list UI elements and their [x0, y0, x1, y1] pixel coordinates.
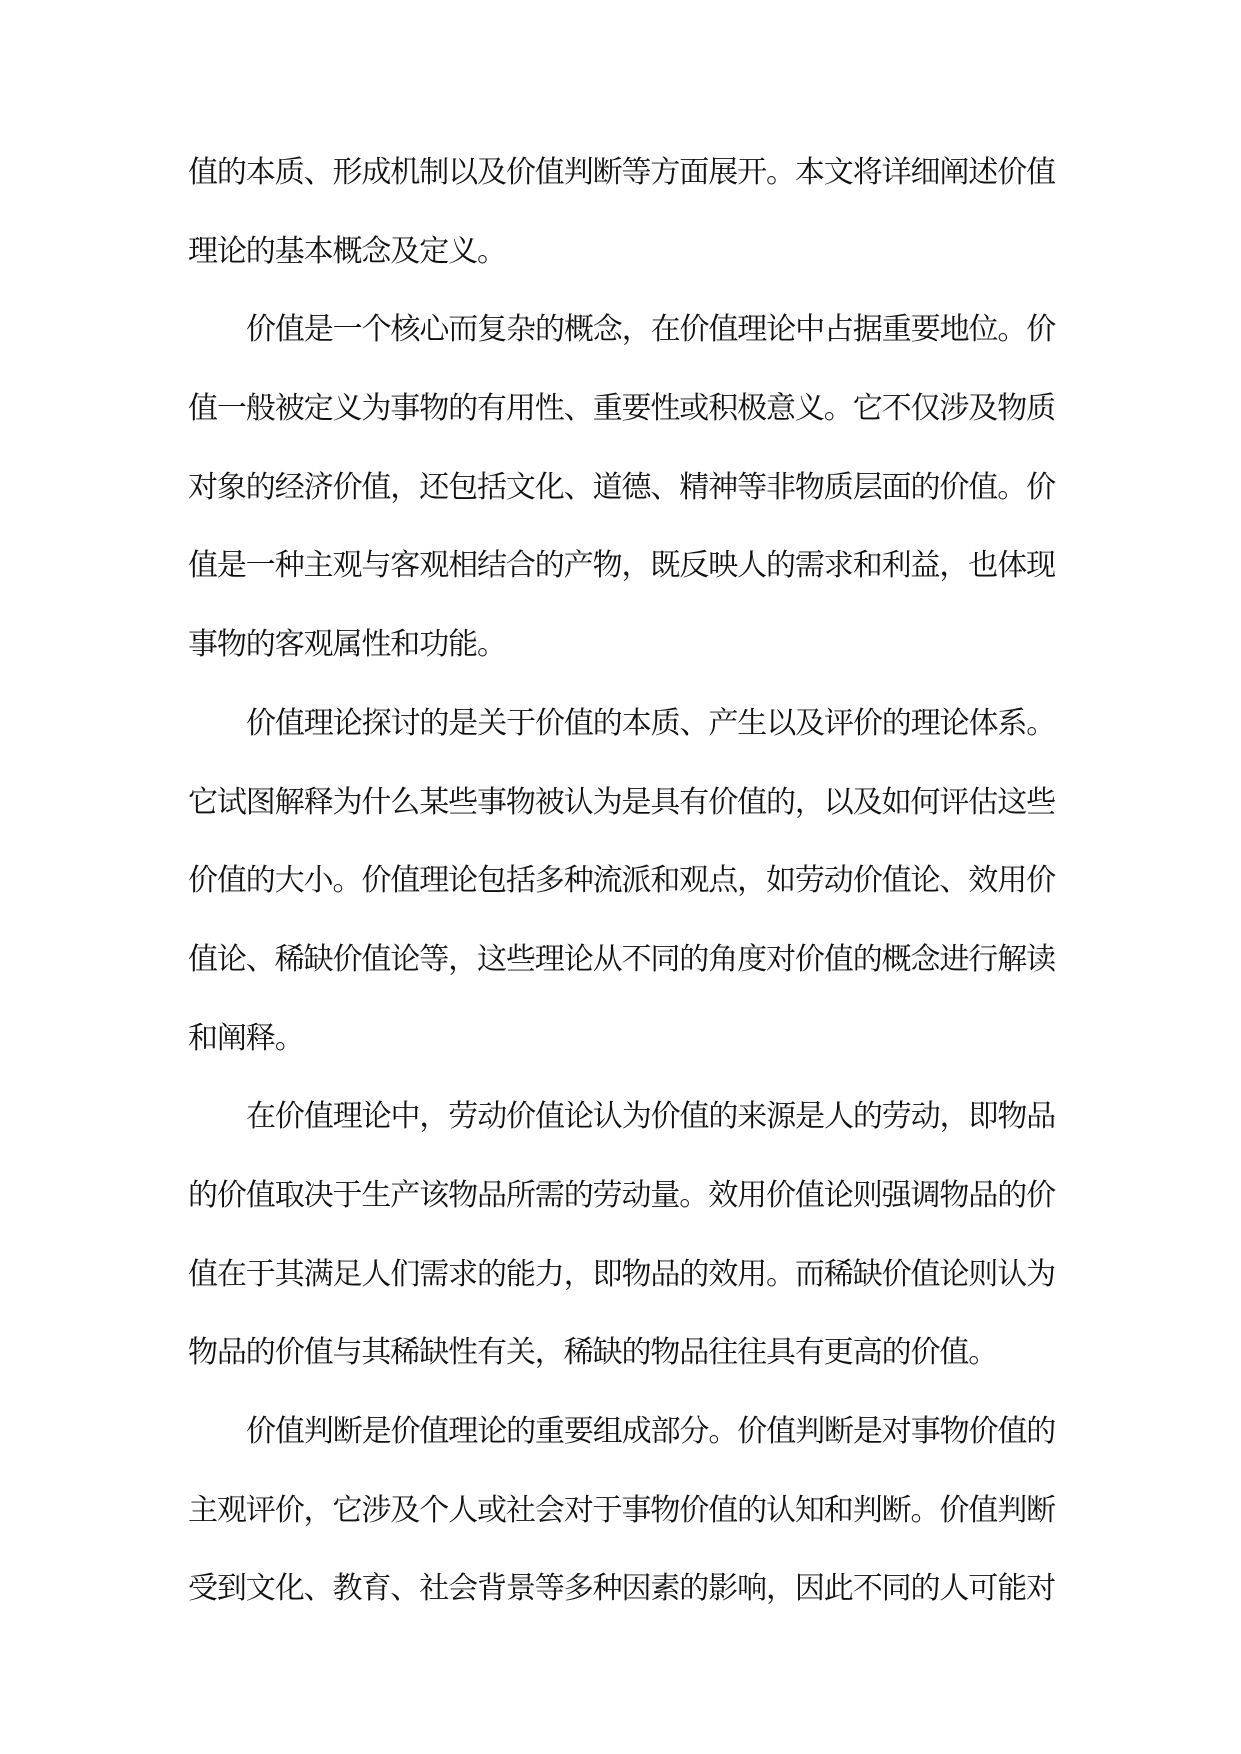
text-line: 理论的基本概念及定义。: [188, 233, 506, 269]
paragraph-first-line: 价值理论探讨的是关于价值的本质、产生以及评价的理论体系。: [246, 705, 1056, 741]
text-line: 值在于其满足人们需求的能力，即物品的效用。而稀缺价值论则认为: [188, 1256, 1055, 1292]
text-line: 的价值取决于生产该物品所需的劳动量。效用价值论则强调物品的价: [188, 1177, 1055, 1213]
text-line: 值论、稀缺价值论等，这些理论从不同的角度对价值的概念进行解读: [188, 941, 1055, 977]
paragraph-first-line: 在价值理论中，劳动价值论认为价值的来源是人的劳动，即物品: [246, 1099, 1056, 1135]
text-line: 主观评价，它涉及个人或社会对于事物价值的认知和判断。价值判断: [188, 1492, 1055, 1528]
text-line: 价值的大小。价值理论包括多种流派和观点，如劳动价值论、效用价: [188, 863, 1055, 899]
document-body: [188, 144, 1058, 1639]
text-line: 受到文化、教育、社会背景等多种因素的影响，因此不同的人可能对: [188, 1571, 1055, 1607]
text-line: 值的本质、形成机制以及价值判断等方面展开。本文将详细阐述价值: [188, 155, 1055, 190]
text-line: 值一般被定义为事物的有用性、重要性或积极意义。它不仅涉及物质: [188, 391, 1055, 427]
text-line: 对象的经济价值，还包括文化、道德、精神等非物质层面的价值。价: [188, 469, 1055, 505]
paragraph-first-line: 价值是一个核心而复杂的概念，在价值理论中占据重要地位。价: [246, 312, 1056, 348]
text-line: 值是一种主观与客观相结合的产物，既反映人的需求和利益，也体现: [188, 548, 1055, 584]
text-line: 和阐释。: [188, 1020, 304, 1056]
paragraph-first-line: 价值判断是价值理论的重要组成部分。价值判断是对事物价值的: [246, 1414, 1056, 1449]
text-line: 它试图解释为什么某些事物被认为是具有价值的，以及如何评估这些: [188, 784, 1055, 820]
text-line: 物品的价值与其稀缺性有关，稀缺的物品往往具有更高的价值。: [188, 1335, 998, 1371]
text-line: 事物的客观属性和功能。: [188, 627, 506, 663]
